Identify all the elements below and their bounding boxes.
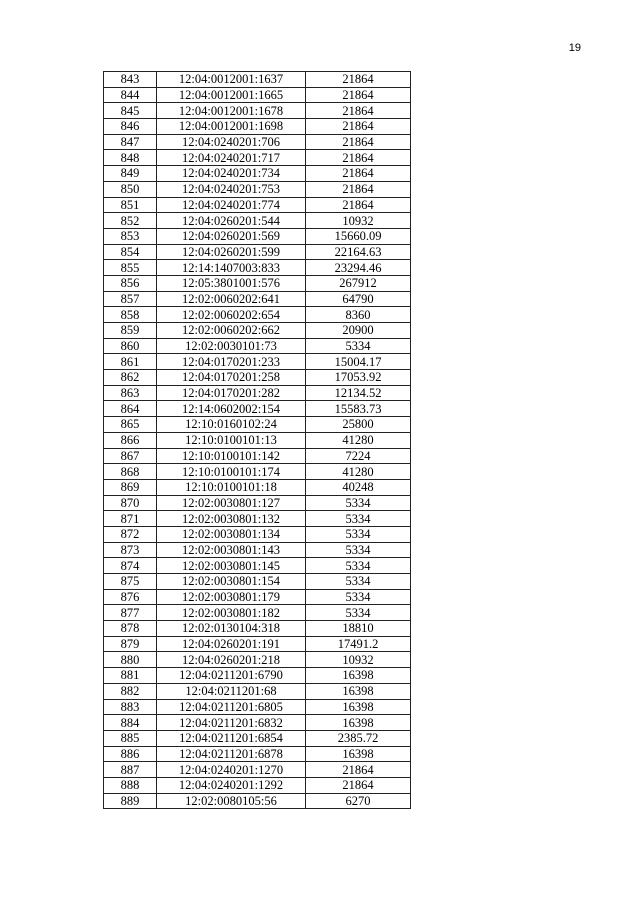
cadastral-number-cell: 12:10:0100101:174 bbox=[157, 464, 306, 480]
value-cell: 15583.73 bbox=[306, 401, 411, 417]
value-cell: 21864 bbox=[306, 119, 411, 135]
cadastral-number-cell: 12:02:0060202:654 bbox=[157, 307, 306, 323]
row-number-cell: 858 bbox=[104, 307, 157, 323]
value-cell: 5334 bbox=[306, 574, 411, 590]
cadastral-number-cell: 12:04:0012001:1637 bbox=[157, 72, 306, 88]
row-number-cell: 857 bbox=[104, 291, 157, 307]
value-cell: 5334 bbox=[306, 589, 411, 605]
cadastral-number-cell: 12:04:0240201:706 bbox=[157, 134, 306, 150]
cadastral-number-cell: 12:02:0030101:73 bbox=[157, 338, 306, 354]
table-row bbox=[104, 589, 411, 605]
value-cell: 25800 bbox=[306, 417, 411, 433]
table-row bbox=[104, 307, 411, 323]
cadastral-number-cell: 12:14:1407003:833 bbox=[157, 260, 306, 276]
table-row bbox=[104, 244, 411, 260]
value-cell: 16398 bbox=[306, 699, 411, 715]
row-number-cell: 844 bbox=[104, 87, 157, 103]
value-cell: 5334 bbox=[306, 558, 411, 574]
row-number-cell: 873 bbox=[104, 542, 157, 558]
row-number-cell: 875 bbox=[104, 574, 157, 590]
value-cell: 5334 bbox=[306, 526, 411, 542]
cadastral-number-cell: 12:04:0260201:599 bbox=[157, 244, 306, 260]
table-row bbox=[104, 699, 411, 715]
table-row bbox=[104, 730, 411, 746]
table-row bbox=[104, 385, 411, 401]
table-row bbox=[104, 542, 411, 558]
row-number-cell: 876 bbox=[104, 589, 157, 605]
cadastral-number-cell: 12:10:0160102:24 bbox=[157, 417, 306, 433]
cadastral-number-cell: 12:04:0012001:1678 bbox=[157, 103, 306, 119]
row-number-cell: 862 bbox=[104, 370, 157, 386]
row-number-cell: 846 bbox=[104, 119, 157, 135]
cadastral-number-cell: 12:02:0080105:56 bbox=[157, 793, 306, 809]
cadastral-number-cell: 12:04:0211201:6878 bbox=[157, 746, 306, 762]
table-row bbox=[104, 621, 411, 637]
table-row bbox=[104, 495, 411, 511]
value-cell: 5334 bbox=[306, 542, 411, 558]
table-row bbox=[104, 777, 411, 793]
table-row bbox=[104, 605, 411, 621]
row-number-cell: 877 bbox=[104, 605, 157, 621]
table-row bbox=[104, 370, 411, 386]
table-row bbox=[104, 87, 411, 103]
row-number-cell: 855 bbox=[104, 260, 157, 276]
value-cell: 41280 bbox=[306, 432, 411, 448]
value-cell: 6270 bbox=[306, 793, 411, 809]
cadastral-number-cell: 12:04:0240201:753 bbox=[157, 181, 306, 197]
cadastral-number-cell: 12:02:0030801:132 bbox=[157, 511, 306, 527]
row-number-cell: 867 bbox=[104, 448, 157, 464]
table-row bbox=[104, 652, 411, 668]
row-number-cell: 845 bbox=[104, 103, 157, 119]
value-cell: 41280 bbox=[306, 464, 411, 480]
cadastral-number-cell: 12:04:0211201:6854 bbox=[157, 730, 306, 746]
cadastral-number-cell: 12:04:0260201:191 bbox=[157, 636, 306, 652]
cadastral-number-cell: 12:04:0260201:569 bbox=[157, 228, 306, 244]
table-row bbox=[104, 197, 411, 213]
row-number-cell: 860 bbox=[104, 338, 157, 354]
value-cell: 15660.09 bbox=[306, 228, 411, 244]
table-row bbox=[104, 103, 411, 119]
value-cell: 40248 bbox=[306, 479, 411, 495]
value-cell: 16398 bbox=[306, 715, 411, 731]
row-number-cell: 878 bbox=[104, 621, 157, 637]
cadastral-number-cell: 12:14:0602002:154 bbox=[157, 401, 306, 417]
cadastral-number-cell: 12:02:0030801:182 bbox=[157, 605, 306, 621]
table-row bbox=[104, 72, 411, 88]
table-row bbox=[104, 338, 411, 354]
cadastral-number-cell: 12:04:0240201:1292 bbox=[157, 777, 306, 793]
cadastral-number-cell: 12:04:0170201:282 bbox=[157, 385, 306, 401]
row-number-cell: 887 bbox=[104, 762, 157, 778]
table-row bbox=[104, 464, 411, 480]
row-number-cell: 866 bbox=[104, 432, 157, 448]
table-row bbox=[104, 683, 411, 699]
cadastral-number-cell: 12:02:0030801:179 bbox=[157, 589, 306, 605]
cadastral-number-cell: 12:02:0130104:318 bbox=[157, 621, 306, 637]
value-cell: 21864 bbox=[306, 72, 411, 88]
cadastral-number-cell: 12:04:0260201:544 bbox=[157, 213, 306, 229]
table-row bbox=[104, 291, 411, 307]
row-number-cell: 883 bbox=[104, 699, 157, 715]
row-number-cell: 849 bbox=[104, 166, 157, 182]
table-row bbox=[104, 432, 411, 448]
table-row bbox=[104, 793, 411, 809]
table-row bbox=[104, 558, 411, 574]
table-row bbox=[104, 401, 411, 417]
table-row bbox=[104, 354, 411, 370]
row-number-cell: 869 bbox=[104, 479, 157, 495]
row-number-cell: 881 bbox=[104, 668, 157, 684]
cadastral-number-cell: 12:04:0240201:1270 bbox=[157, 762, 306, 778]
row-number-cell: 847 bbox=[104, 134, 157, 150]
row-number-cell: 884 bbox=[104, 715, 157, 731]
value-cell: 12134.52 bbox=[306, 385, 411, 401]
row-number-cell: 851 bbox=[104, 197, 157, 213]
table-row bbox=[104, 150, 411, 166]
row-number-cell: 850 bbox=[104, 181, 157, 197]
table-row bbox=[104, 574, 411, 590]
table-row bbox=[104, 166, 411, 182]
value-cell: 8360 bbox=[306, 307, 411, 323]
row-number-cell: 853 bbox=[104, 228, 157, 244]
value-cell: 5334 bbox=[306, 495, 411, 511]
cadastral-number-cell: 12:02:0060202:662 bbox=[157, 323, 306, 339]
row-number-cell: 882 bbox=[104, 683, 157, 699]
cadastral-number-cell: 12:04:0170201:233 bbox=[157, 354, 306, 370]
cadastral-table bbox=[103, 71, 411, 809]
value-cell: 23294.46 bbox=[306, 260, 411, 276]
value-cell: 17053.92 bbox=[306, 370, 411, 386]
value-cell: 21864 bbox=[306, 197, 411, 213]
value-cell: 21864 bbox=[306, 150, 411, 166]
row-number-cell: 879 bbox=[104, 636, 157, 652]
table-row bbox=[104, 260, 411, 276]
cadastral-number-cell: 12:04:0260201:218 bbox=[157, 652, 306, 668]
table-row bbox=[104, 448, 411, 464]
table-row bbox=[104, 668, 411, 684]
value-cell: 5334 bbox=[306, 338, 411, 354]
value-cell: 15004.17 bbox=[306, 354, 411, 370]
row-number-cell: 854 bbox=[104, 244, 157, 260]
row-number-cell: 871 bbox=[104, 511, 157, 527]
value-cell: 21864 bbox=[306, 762, 411, 778]
table-row bbox=[104, 762, 411, 778]
value-cell: 10932 bbox=[306, 213, 411, 229]
value-cell: 17491.2 bbox=[306, 636, 411, 652]
value-cell: 20900 bbox=[306, 323, 411, 339]
value-cell: 64790 bbox=[306, 291, 411, 307]
cadastral-number-cell: 12:04:0240201:774 bbox=[157, 197, 306, 213]
value-cell: 16398 bbox=[306, 668, 411, 684]
table-row bbox=[104, 417, 411, 433]
row-number-cell: 859 bbox=[104, 323, 157, 339]
row-number-cell: 861 bbox=[104, 354, 157, 370]
table-row bbox=[104, 228, 411, 244]
value-cell: 22164.63 bbox=[306, 244, 411, 260]
cadastral-number-cell: 12:04:0012001:1665 bbox=[157, 87, 306, 103]
value-cell: 7224 bbox=[306, 448, 411, 464]
row-number-cell: 885 bbox=[104, 730, 157, 746]
cadastral-number-cell: 12:02:0030801:127 bbox=[157, 495, 306, 511]
row-number-cell: 863 bbox=[104, 385, 157, 401]
table-row bbox=[104, 479, 411, 495]
table-row bbox=[104, 323, 411, 339]
cadastral-number-cell: 12:02:0030801:143 bbox=[157, 542, 306, 558]
cadastral-number-cell: 12:04:0211201:68 bbox=[157, 683, 306, 699]
value-cell: 2385.72 bbox=[306, 730, 411, 746]
cadastral-number-cell: 12:02:0030801:154 bbox=[157, 574, 306, 590]
table-row bbox=[104, 134, 411, 150]
cadastral-number-cell: 12:04:0170201:258 bbox=[157, 370, 306, 386]
table-row bbox=[104, 119, 411, 135]
table-row bbox=[104, 181, 411, 197]
value-cell: 21864 bbox=[306, 134, 411, 150]
cadastral-number-cell: 12:04:0211201:6790 bbox=[157, 668, 306, 684]
cadastral-number-cell: 12:02:0060202:641 bbox=[157, 291, 306, 307]
cadastral-number-cell: 12:04:0012001:1698 bbox=[157, 119, 306, 135]
row-number-cell: 865 bbox=[104, 417, 157, 433]
table-row bbox=[104, 213, 411, 229]
row-number-cell: 874 bbox=[104, 558, 157, 574]
table-row bbox=[104, 526, 411, 542]
value-cell: 18810 bbox=[306, 621, 411, 637]
row-number-cell: 852 bbox=[104, 213, 157, 229]
table-row bbox=[104, 636, 411, 652]
value-cell: 21864 bbox=[306, 777, 411, 793]
value-cell: 16398 bbox=[306, 683, 411, 699]
value-cell: 5334 bbox=[306, 605, 411, 621]
page-number: 19 bbox=[568, 42, 581, 54]
cadastral-number-cell: 12:10:0100101:13 bbox=[157, 432, 306, 448]
row-number-cell: 886 bbox=[104, 746, 157, 762]
row-number-cell: 889 bbox=[104, 793, 157, 809]
cadastral-number-cell: 12:04:0240201:734 bbox=[157, 166, 306, 182]
value-cell: 21864 bbox=[306, 87, 411, 103]
table-row bbox=[104, 715, 411, 731]
row-number-cell: 872 bbox=[104, 526, 157, 542]
value-cell: 21864 bbox=[306, 181, 411, 197]
value-cell: 267912 bbox=[306, 275, 411, 291]
cadastral-number-cell: 12:04:0240201:717 bbox=[157, 150, 306, 166]
table-body bbox=[104, 72, 411, 809]
cadastral-number-cell: 12:02:0030801:134 bbox=[157, 526, 306, 542]
cadastral-number-cell: 12:05:3801001:576 bbox=[157, 275, 306, 291]
row-number-cell: 856 bbox=[104, 275, 157, 291]
row-number-cell: 864 bbox=[104, 401, 157, 417]
table-row bbox=[104, 275, 411, 291]
table-row bbox=[104, 746, 411, 762]
cadastral-number-cell: 12:10:0100101:18 bbox=[157, 479, 306, 495]
cadastral-number-cell: 12:02:0030801:145 bbox=[157, 558, 306, 574]
cadastral-number-cell: 12:04:0211201:6832 bbox=[157, 715, 306, 731]
value-cell: 21864 bbox=[306, 166, 411, 182]
value-cell: 21864 bbox=[306, 103, 411, 119]
cadastral-number-cell: 12:10:0100101:142 bbox=[157, 448, 306, 464]
row-number-cell: 848 bbox=[104, 150, 157, 166]
value-cell: 5334 bbox=[306, 511, 411, 527]
row-number-cell: 870 bbox=[104, 495, 157, 511]
value-cell: 10932 bbox=[306, 652, 411, 668]
table-row bbox=[104, 511, 411, 527]
row-number-cell: 888 bbox=[104, 777, 157, 793]
row-number-cell: 868 bbox=[104, 464, 157, 480]
row-number-cell: 880 bbox=[104, 652, 157, 668]
row-number-cell: 843 bbox=[104, 72, 157, 88]
cadastral-number-cell: 12:04:0211201:6805 bbox=[157, 699, 306, 715]
value-cell: 16398 bbox=[306, 746, 411, 762]
